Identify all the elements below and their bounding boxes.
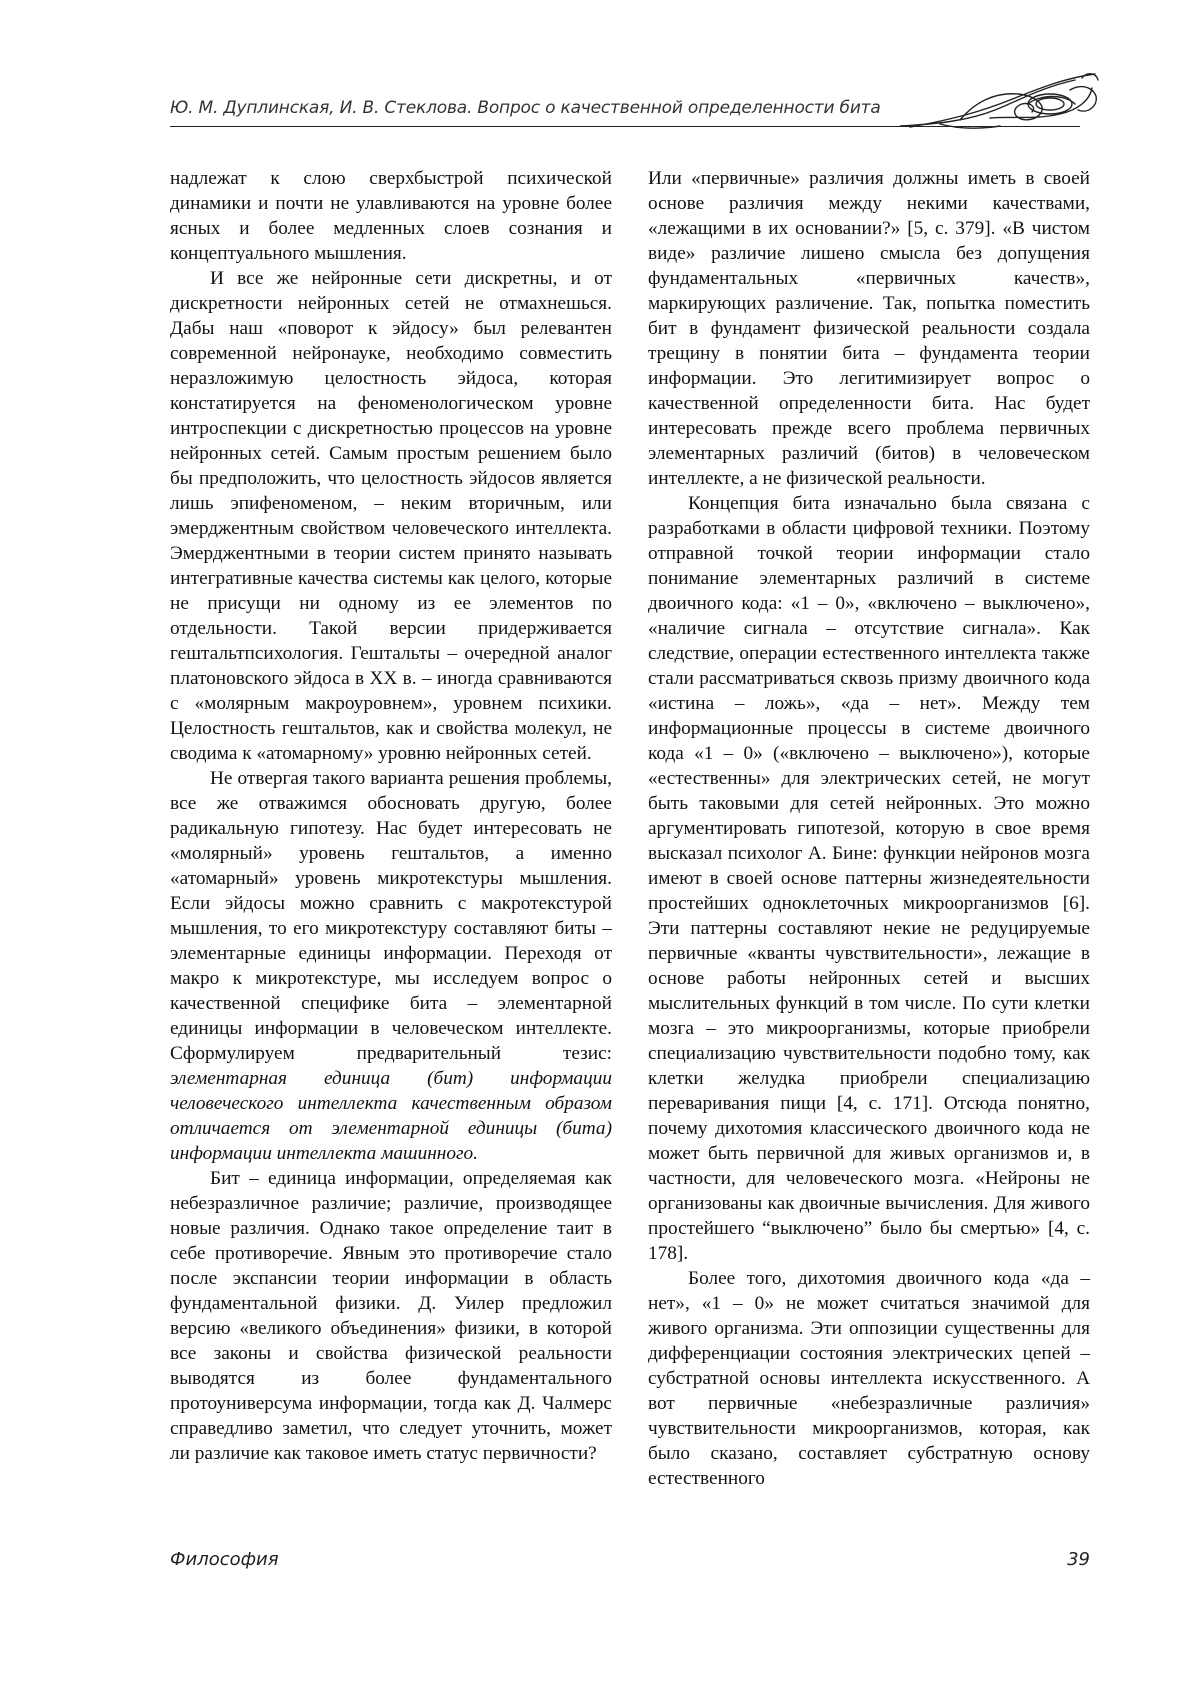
left-column [170, 166, 612, 1466]
thesis-italic: элементарная единица (бит) информации человеческого интеллекта качественным образом отличается от элементарной единицы (бита) информации интеллекта машинного. [170, 1068, 612, 1164]
paragraph: Более того, дихотомия двоичного кода «да – нет», «1 – 0» не может считаться значимой для живого организма. Эти оппозиции существенны для дифференциации состояния электрических цепей – субстратной основы интеллекта искусственного. А вот первичные «небезразличные различия» чувствительности микроорганизмов, которая, как было сказано, составляет субстратную основу естественного [648, 1268, 1090, 1489]
paragraph: Или «первичные» различия должны иметь в своей основе различия между некими качествами, «лежащими в их основании?» [5, с. 379]. «В чистом виде» различие лишено смысла без допущения фундаментальных «первичных качеств», маркирующих различение. Так, попытка поместить бит в фундамент физической реальности создала трещину в понятии бита – фундамента теории информации. Это легитимизирует вопрос о качественной определенности бита. Нас будет интересовать прежде всего проблема первичных элементарных различий (битов) в человеческом интеллекте, а не физической реальности. [648, 168, 1090, 489]
page-number: 39 [1067, 1549, 1090, 1570]
running-header: Ю. М. Дуплинская, И. В. Стеклова. Вопрос о качественной определенности бита [170, 98, 881, 118]
paragraph: надлежат к слою сверхбыстрой психической динамики и почти не улавливаются на уровне более ясных и более медленных слоев сознания и концептуального мышления. [170, 168, 612, 264]
paragraph: Концепция бита изначально была связана с разработками в области цифровой техники. Поэтому отправной точкой теории информации стало понимание элементарных различий в системе двоичного кода: «1 – 0», «включено – выключено», «наличие сигнала – отсутствие сигнала». Как следствие, операции естественного интеллекта также стали рассматриваться сквозь призму двоичного кода «истина – ложь», «да – нет». Между тем информационные процессы в системе двоичного кода «1 – 0» («включено – выключено»), которые «естественны» для электрических сетей, не могут быть таковыми для сетей нейронных. Это можно аргументировать гипотезой, которую в свое время высказал психолог А. Бине: функции нейронов мозга имеют в своей основе паттерны жизнедеятельности простейших одноклеточных микроорганизмов [6]. Эти паттерны составляют некие не редуцируемые первичные «кванты чувствительности», лежащие в основе работы нейронных сетей и высших мыслительных функций в том числе. По сути клетки мозга – это микроорганизмы, которые приобрели специализацию чувствительности подобно тому, как клетки желудка приобрели специализацию переваривания пищи [4, с. 171]. Отсюда понятно, почему дихотомия классического двоичного кода не может быть первичной для живых организмов и, в частности, для человеческого мозга. «Нейроны не организованы как двоичные вычисления. Для живого простейшего “выключено” было бы смертью» [4, с. 178]. [648, 493, 1090, 1264]
paragraph-with-thesis [170, 766, 612, 1166]
art-nouveau-ornament [900, 70, 1100, 142]
header-rule [170, 126, 1080, 127]
paragraph-text: Не отвергая такого варианта решения проблемы, все же отважимся обосновать другую, более радикальную гипотезу. Нас будет интересовать не «молярный» уровень гештальтов, а именно «атомарный» уровень микротекстуры мышления. Если эйдосы можно сравнить с макротекстурой мышления, то его микротекстуру составляют биты – элементарные единицы информации. Переходя от макро к микротекстуре, мы исследуем вопрос о качественной специфике бита – элементарной единицы информации в человеческом интеллекте. Сформулируем предварительный тезис: [170, 768, 612, 1064]
footer-section-title: Философия [170, 1549, 279, 1570]
paragraph: Бит – единица информации, определяемая как небезразличное различие; различие, производящее новые различия. Однако такое определение таит в себе противоречие. Явным это противоречие стало после экспансии теории информации в область фундаментальной физики. Д. Уилер предложил версию «великого объединения» физики, в которой все законы и свойства физической реальности выводятся из более фундаментального протоуниверсума информации, тогда как Д. Чалмерс справедливо заметил, что следует уточнить, может ли различие как таковое иметь статус первичности? [170, 1168, 612, 1464]
paragraph: И все же нейронные сети дискретны, и от дискретности нейронных сетей не отмахнешься. Дабы наш «поворот к эйдосу» был релевантен современной нейронауке, необходимо совместить неразложимую целостность эйдоса, которая констатируется на феноменологическом уровне интроспекции с дискретностью процессов на уровне нейронных сетей. Самым простым решением было бы предположить, что целостность эйдосов является лишь эпифеноменом, – неким вторичным, или эмерджентным свойством человеческого интеллекта. Эмерджентными в теории систем принято называть интегративные качества системы как целого, которые не присущи ни одному из ее элементов по отдельности. Такой версии придерживается гештальтпсихология. Гештальты – очередной аналог платоновского эйдоса в XX в. – иногда сравниваются с «молярным макроуровнем», уровнем психики. Целостность гештальтов, как и свойства молекул, не сводима к «атомарному» уровню нейронных сетей. [170, 268, 612, 764]
right-column [648, 166, 1090, 1491]
